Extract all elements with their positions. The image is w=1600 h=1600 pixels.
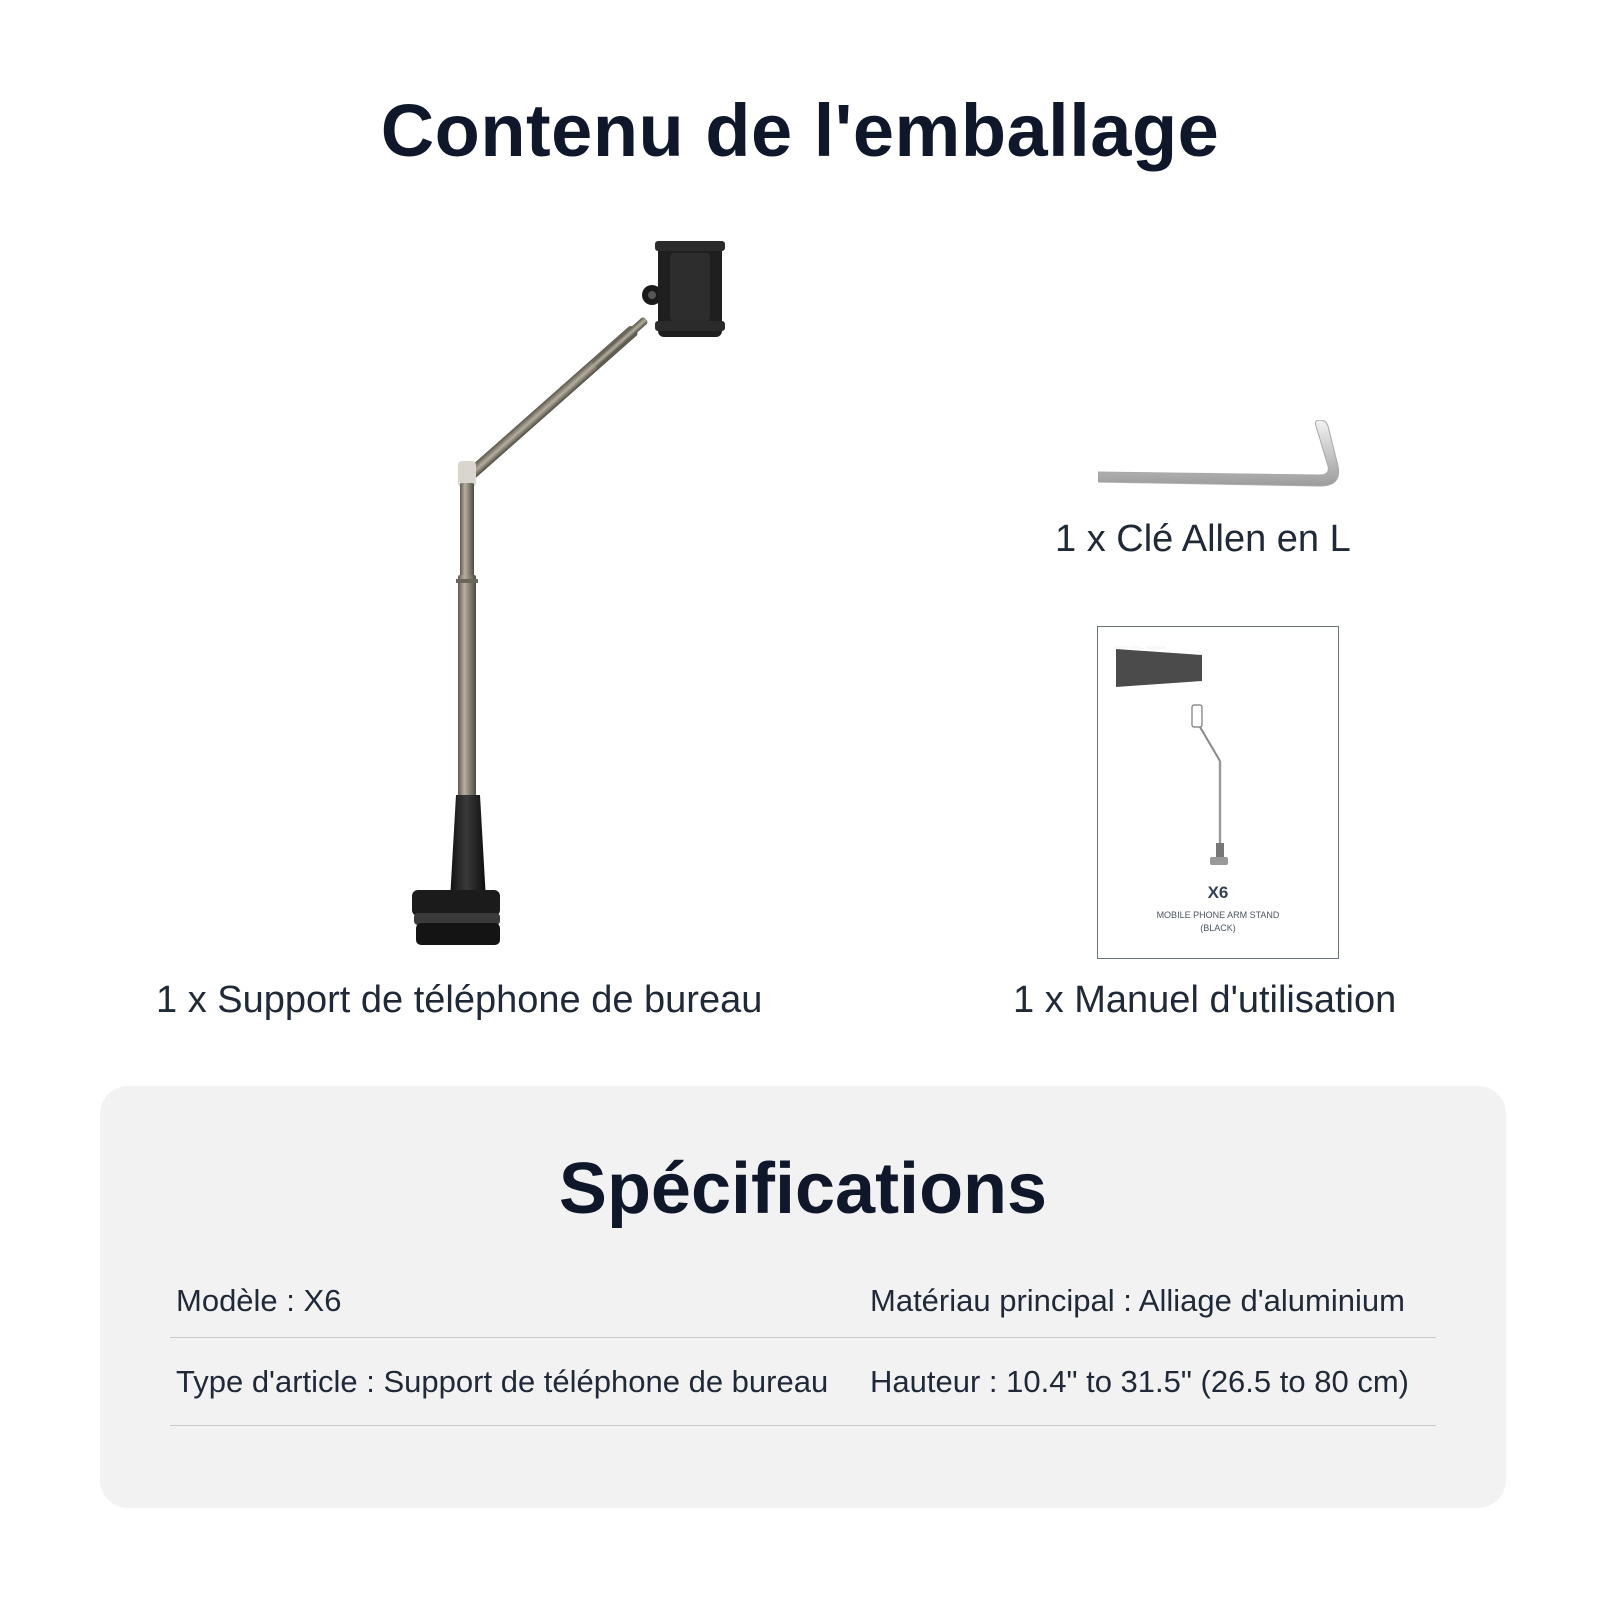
manual-model: X6 (1207, 883, 1229, 902)
spec-height: Hauteur : 10.4" to 31.5" (26.5 to 80 cm) (870, 1364, 1409, 1399)
spec-row (170, 1338, 1436, 1426)
spec-row (170, 1280, 1436, 1338)
stand-caption: 1 x Support de téléphone de bureau (156, 979, 763, 1021)
manual-desc-line-1: MOBILE PHONE ARM STAND (1156, 910, 1280, 920)
allen-wrench-caption: 1 x Clé Allen en L (1055, 518, 1351, 560)
desk-phone-stand-image (400, 235, 760, 975)
spec-item-type: Type d'article : Support de téléphone de bureau (176, 1364, 829, 1399)
user-manual-image (1097, 626, 1339, 959)
manual-stand-illustration (1188, 703, 1248, 873)
brand-banner (1116, 649, 1202, 687)
manual-desc-line-2: (BLACK) (1200, 923, 1236, 933)
allen-wrench-image (1098, 420, 1348, 500)
brand-logo-text: NEEWER (1114, 633, 1160, 644)
manual-caption: 1 x Manuel d'utilisation (1013, 979, 1397, 1021)
specifications-panel (100, 1086, 1506, 1508)
spec-model: Modèle : X6 (176, 1283, 342, 1318)
manual-description (1098, 909, 1338, 935)
brand-subtitle: ENTRY LEVEL VERSION (1114, 645, 1166, 650)
specifications-title: Spécifications (558, 1149, 1048, 1229)
spec-material: Matériau principal : Alliage d'aluminium (870, 1283, 1405, 1318)
package-contents-title: Contenu de l'emballage (380, 89, 1220, 172)
